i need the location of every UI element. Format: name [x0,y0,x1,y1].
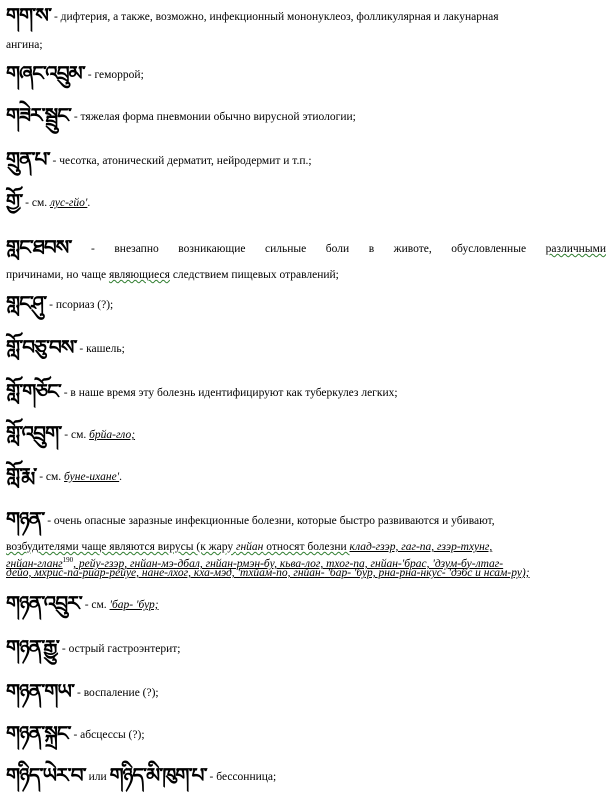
entry-text-cont: относят болезни [263,541,350,553]
entry-abscess [6,721,606,745]
spellcheck-word: различными [545,243,606,255]
entry-connector: или [85,771,110,783]
entry-text: - геморрой; [84,69,144,81]
entry-text-cont: следствием пищевых отравлений; [169,269,339,281]
entry-text: - в наше время эту болезнь идентифицируют как туберкулез легких; [60,387,398,399]
tibetan-term: གློ་བཅུ་བས་ [6,335,77,359]
cross-reference-link[interactable]: брйа-гло; [89,429,136,441]
tibetan-term: གཟེར་སྦྲུང་ [6,103,71,127]
entry-cough [6,335,606,359]
entry-text: - дифтерия, а также, возможно, инфекционный мононуклеоз, фолликулярная и лакунарная [51,11,499,23]
entry-scabies [6,147,606,171]
entry-brya-glo [6,421,606,445]
term-list: 'бар- 'бур, рна-рна-нкус- [324,567,449,579]
entry-bar-bur [6,591,606,615]
entry-gastroenteritis [6,635,606,659]
tibetan-term: གཉན་འབྲུར་ [6,591,82,615]
entry-text: - бессонница; [206,771,277,783]
term-list: клад-гзэр, гаг-па, гзэр-тхунг, [349,541,493,553]
entry-continuation [6,38,606,52]
spellcheck-word: являющиеся [108,269,170,281]
term-list: 'дэбс и нсам-ру); [448,567,530,579]
entry-punct: . [119,471,123,483]
entry-text: - очень опасные заразные инфекционные болезни, которые быстро развиваются и убивают, [44,515,495,527]
entry-text: - кашель; [76,343,125,355]
entry-diphtheria [6,3,606,27]
entry-bune-ikhane [6,463,606,487]
entry-text-cont: причинами, но чаще [6,269,109,281]
cross-reference-link[interactable]: буне-ихане' [64,471,120,483]
entry-gyo [6,189,606,213]
entry-psoriasis [6,291,606,315]
entry-text-cont: ангина; [6,39,43,51]
entry-text: - тяжелая форма пневмонии обычно вирусной этиологии; [70,111,356,123]
term-list: дейо, мхрис-па-риар-рейуе, нане-лхог, кха-мэд, 'тхйам-по, гнйан- [6,567,325,579]
term-list: гнйан-гланг [6,557,63,570]
tibetan-term: གཉན་ [6,507,45,531]
entry-text: - острый гастроэнтерит; [59,643,181,655]
entry-continuation [6,566,606,580]
entry-text: - см. [61,429,90,441]
footnote-marker[interactable]: 190 [62,556,74,564]
tibetan-term: གཉིད་ཡེར་བ་ [6,763,86,787]
entry-text-cont: возбудителями чаще являются вирусы (к жару [6,541,236,553]
entry-continuation [6,268,606,282]
entry-text: - внезапно возникающие сильные боли в животе, обусловленные [71,243,546,255]
entry-text: - см. [36,471,65,483]
tibetan-term: གླང་ཤུ་ [6,291,47,315]
entry-text: - абсцессы (?); [70,729,145,741]
tibetan-term: གག་ས་ [6,3,52,27]
tibetan-term-alt: གཉིད་མི་ཁུག་པ་ [109,763,207,787]
entry-text: - псориаз (?); [46,299,114,311]
entry-insomnia [6,763,606,787]
entry-abdominal-pain [6,235,606,259]
entry-inflammation [6,679,606,703]
entry-text: - воспаление (?); [74,687,159,699]
entry-pneumonia [6,103,606,127]
entry-text: - см. [81,599,110,611]
entry-gnyan [6,507,606,531]
entry-text: - см. [22,197,50,209]
term-list: , рейу-гзэр, гнйан-мэ-дбал, гнйан-рмэн-бу, кьва-лог, тхог-па, гнйан-'брас, 'дзум-бу-лтаг- [73,557,504,570]
tibetan-term: གླང་ཐབས་ [6,235,72,259]
entry-tuberculosis [6,379,606,403]
entry-text: - чесотка, атонический дерматит, нейродермит и т.п.; [49,155,312,167]
entry-continuation [6,540,606,554]
term-italic: гнйан [235,541,264,553]
tibetan-term: གློ་འབྲུག་ [6,421,62,445]
cross-reference-link[interactable]: 'бар- 'бур; [109,599,159,611]
tibetan-term: གློ་རྨ་ [6,463,37,487]
tibetan-term: གྲུན་པ་ [6,147,50,171]
cross-reference-link[interactable]: лус-гйо' [50,197,88,209]
tibetan-term: གཞང་འབྲུམ་ [6,61,85,85]
tibetan-term: གྱོ་ [6,189,23,213]
entry-hemorrhoids [6,61,606,85]
entry-punct: . [87,197,91,209]
tibetan-term: གཉན་སྐྲང་ [6,721,71,745]
tibetan-term: གློ་གཅོང་ [6,379,61,403]
tibetan-term: གཉན་གཡ་ [6,679,75,703]
tibetan-term: གཉན་རྒྱུ་ [6,635,59,659]
